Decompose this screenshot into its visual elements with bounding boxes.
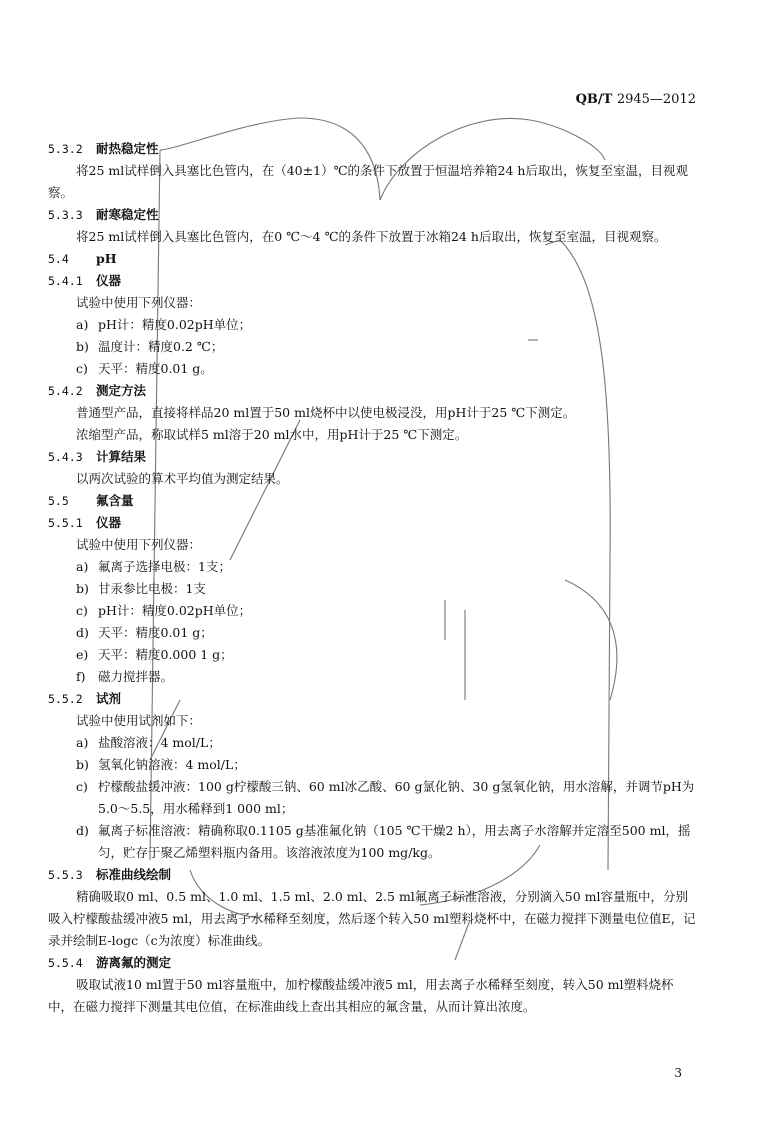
list-item: d) 天平：精度0.01 g； <box>76 625 213 640</box>
list-item: b) 甘汞参比电极：1支 <box>76 581 206 596</box>
paragraph: 将25 ml试样倒入具塞比色管内，在0 ℃～4 ℃的条件下放置于冰箱24 h后取出，恢复至室温，目视观察。 <box>76 229 667 244</box>
section-heading-5-5-2: 5.5.2 试剂 <box>48 691 122 706</box>
section-heading-5-3-3: 5.3.3 耐寒稳定性 <box>48 207 159 222</box>
section-heading-5-4-2: 5.4.2 测定方法 <box>48 383 147 398</box>
page-number: 3 <box>674 1066 682 1080</box>
list-item: a) pH计：精度0.02pH单位； <box>76 317 252 332</box>
list-item: d) 氟离子标准溶液：精确称取0.1105 g基准氟化钠（105 ℃干燥2 h），用去离子水溶解并定溶至500 ml，摇匀，贮存于聚乙烯塑料瓶内备用。该溶液浓度为100 mg/kg。 <box>76 823 691 860</box>
paragraph: 吸取试液10 ml置于50 ml容量瓶中，加柠檬酸盐缓冲液5 ml，用去离子水稀释至刻度，转入50 ml塑料烧杯中，在磁力搅拌下测量其电位值，在标准曲线上查出其相应的氟含量，从而计算出浓度。 <box>48 977 674 1014</box>
text-line: 浓缩型产品，称取试样5 ml溶于20 ml水中，用pH计于25 ℃下测定。 <box>76 427 468 442</box>
section-heading-5-4-3: 5.4.3 计算结果 <box>48 449 147 464</box>
section-heading-5-3-2: 5.3.2 耐热稳定性 <box>48 141 159 156</box>
standard-number-header <box>576 92 696 107</box>
document-body <box>48 138 698 1018</box>
section-heading-5-4: 5.4 pH <box>48 251 117 266</box>
section-heading-5-5-3: 5.5.3 标准曲线绘制 <box>48 867 172 882</box>
list-item: e) 天平：精度0.000 1 g； <box>76 647 233 662</box>
text-line: 普通型产品，直接将样品20 ml置于50 ml烧杯中以使电极浸没，用pH计于25 ℃下测定。 <box>76 405 576 420</box>
list-item: f) 磁力搅拌器。 <box>76 669 174 684</box>
paragraph: 将25 ml试样倒入具塞比色管内，在（40±1）℃的条件下放置于恒温培养箱24 h后取出，恢复至室温，目视观察。 <box>48 163 688 200</box>
list-item: a) 盐酸溶液：4 mol/L； <box>76 735 221 750</box>
standard-code: QB/T <box>575 92 613 107</box>
text-line: 试验中使用下列仪器： <box>76 537 202 552</box>
text-line: 试验中使用试剂如下： <box>76 713 202 728</box>
standard-year: 2945—2012 <box>616 92 696 107</box>
paragraph: 精确吸取0 ml、0.5 ml、1.0 ml、1.5 ml、2.0 ml、2.5 ml氟离子标准溶液，分别滴入50 ml容量瓶中，分别吸入柠檬酸盐缓冲液5 ml，用去离子水稀释至刻度，然后逐个转入50 ml塑料烧杯中，在磁力搅拌下测量电位值E，记录并绘制E-logc（c为浓度）标准曲线。 <box>48 889 696 948</box>
text-line: 试验中使用下列仪器： <box>76 295 202 310</box>
list-item: c) 天平：精度0.01 g。 <box>76 361 213 376</box>
list-item: b) 温度计：精度0.2 ℃； <box>76 339 224 354</box>
section-heading-5-4-1: 5.4.1 仪器 <box>48 273 122 288</box>
list-item: b) 氢氧化钠溶液：4 mol/L； <box>76 757 246 772</box>
list-item: a) 氟离子选择电极：1支； <box>76 559 231 574</box>
section-heading-5-5-1: 5.5.1 仪器 <box>48 515 122 530</box>
list-item: c) pH计：精度0.02pH单位； <box>76 603 252 618</box>
list-item: c) 柠檬酸盐缓冲液：100 g柠檬酸三钠、60 ml冰乙酸、60 g氯化钠、30 g氢氧化钠，用水溶解，并调节pH为5.0～5.5，用水稀释到1 000 ml； <box>76 779 695 816</box>
text-line: 以两次试验的算术平均值为测定结果。 <box>76 471 289 486</box>
section-heading-5-5-4: 5.5.4 游离氟的测定 <box>48 955 172 970</box>
section-heading-5-5: 5.5 氟含量 <box>48 493 134 508</box>
